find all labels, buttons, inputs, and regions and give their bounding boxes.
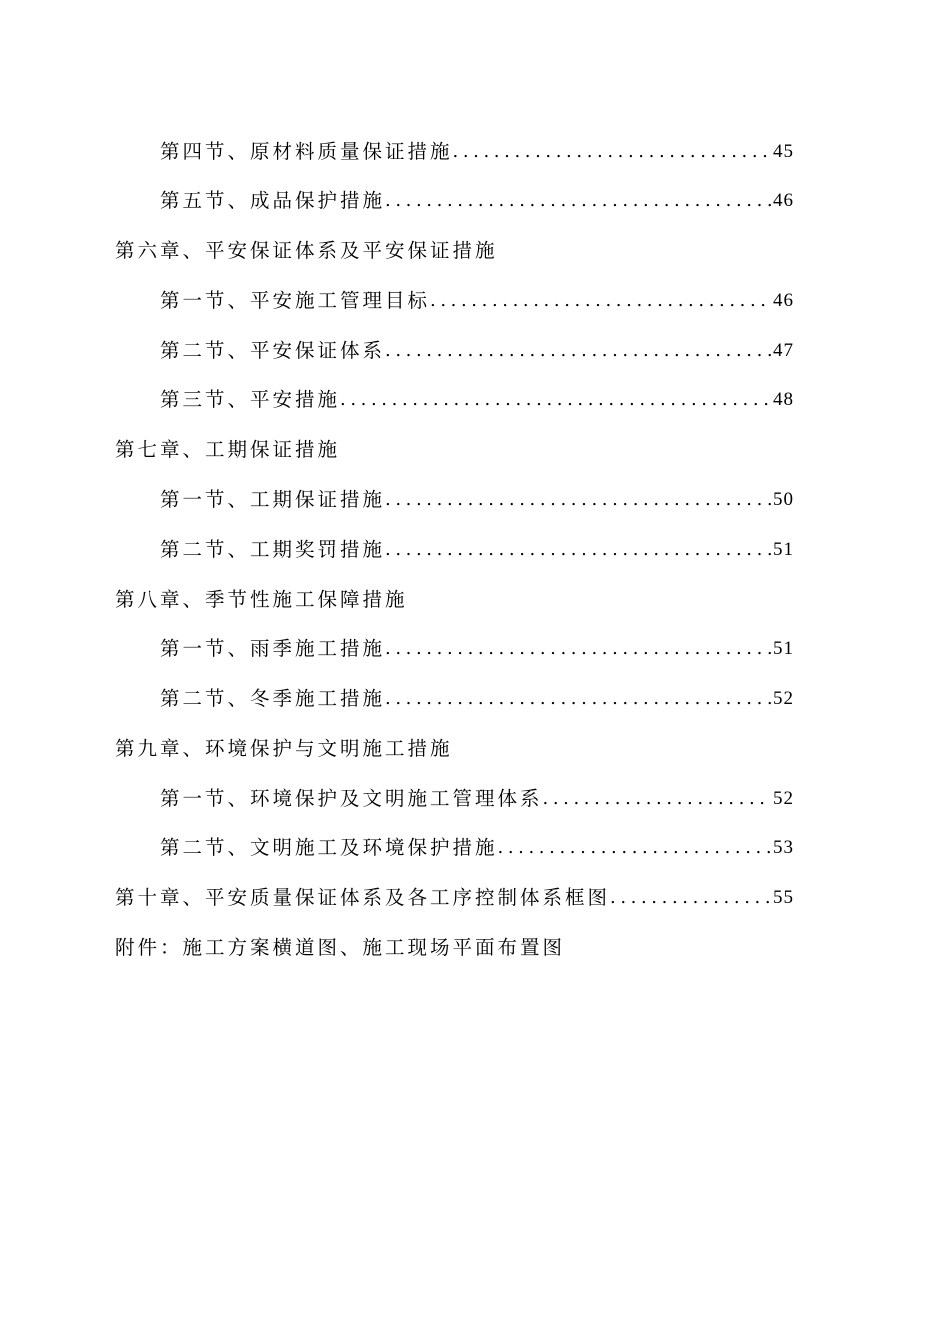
toc-entry-page-number: 52 — [773, 688, 794, 709]
toc-entry-title: 第一节、雨季施工措施 — [160, 637, 386, 660]
toc-entry-section-3-safety-measures[interactable] — [160, 385, 794, 415]
dot-leader — [498, 833, 771, 863]
toc-entry-page-number: 45 — [773, 141, 794, 162]
toc-entry-section-2-safety-system[interactable] — [160, 336, 794, 366]
dot-leader — [385, 336, 771, 366]
toc-chapter-title: 第八章、季节性施工保障措施 — [115, 588, 408, 611]
toc-entry-page-number: 51 — [773, 539, 794, 560]
toc-entry-section-4-material-quality[interactable] — [160, 137, 794, 167]
toc-entry-section-1-safety-goals[interactable] — [160, 286, 794, 316]
toc-entry-section-2-schedule-rewards[interactable] — [160, 535, 794, 565]
toc-entry-section-2-winter-season[interactable] — [160, 684, 794, 714]
toc-chapter-6-safety[interactable] — [115, 236, 498, 266]
toc-entry-title: 第二节、平安保证体系 — [160, 339, 386, 362]
toc-chapter-title: 第六章、平安保证体系及平安保证措施 — [115, 239, 498, 262]
dot-leader — [385, 684, 771, 714]
toc-entry-section-1-rainy-season[interactable] — [160, 634, 794, 664]
toc-entry-page-number: 46 — [773, 190, 794, 211]
toc-entry-page-number: 53 — [773, 837, 794, 858]
dot-leader — [385, 186, 771, 216]
toc-entry-page-number: 48 — [773, 389, 794, 410]
toc-chapter-9-environment[interactable] — [115, 734, 453, 764]
dot-leader — [385, 535, 771, 565]
toc-entry-title: 第三节、平安措施 — [160, 388, 341, 411]
dot-leader — [385, 485, 771, 515]
toc-entry-page-number: 52 — [773, 788, 794, 809]
dot-leader — [610, 883, 771, 913]
toc-chapter-title: 第九章、环境保护与文明施工措施 — [115, 737, 453, 760]
toc-entry-page-number: 55 — [773, 887, 794, 908]
toc-entry-section-2-civilized-construction[interactable] — [160, 833, 794, 863]
toc-entry-title: 第四节、原材料质量保证措施 — [160, 140, 453, 163]
dot-leader — [340, 385, 771, 415]
toc-entry-title: 第一节、平安施工管理目标 — [160, 289, 431, 312]
toc-chapter-title: 第七章、工期保证措施 — [115, 438, 341, 461]
dot-leader — [385, 634, 771, 664]
toc-chapter-10-control-diagrams[interactable] — [115, 883, 794, 913]
dot-leader — [543, 784, 771, 814]
dot-leader — [453, 137, 771, 167]
toc-entry-page-number: 46 — [773, 290, 794, 311]
toc-entry-section-1-schedule-measures[interactable] — [160, 485, 794, 515]
toc-entry-section-5-finished-product-protection[interactable] — [160, 186, 794, 216]
toc-entry-page-number: 47 — [773, 340, 794, 361]
toc-entry-page-number: 51 — [773, 638, 794, 659]
toc-chapter-7-schedule[interactable] — [115, 435, 340, 465]
toc-entry-title: 第二节、文明施工及环境保护措施 — [160, 836, 498, 859]
dot-leader — [430, 286, 771, 316]
toc-chapter-8-seasonal[interactable] — [115, 585, 408, 615]
toc-entry-title: 第二节、工期奖罚措施 — [160, 538, 386, 561]
toc-entry-page-number: 50 — [773, 489, 794, 510]
toc-entry-title: 第二节、冬季施工措施 — [160, 687, 386, 710]
toc-appendix-title: 附件：施工方案横道图、施工现场平面布置图 — [115, 936, 566, 959]
toc-entry-section-1-environment-system[interactable] — [160, 784, 794, 814]
toc-entry-title: 第一节、工期保证措施 — [160, 488, 386, 511]
toc-appendix[interactable] — [115, 933, 565, 963]
toc-entry-title: 第五节、成品保护措施 — [160, 189, 386, 212]
toc-chapter-title: 第十章、平安质量保证体系及各工序控制体系框图 — [115, 886, 611, 909]
toc-entry-title: 第一节、环境保护及文明施工管理体系 — [160, 787, 543, 810]
